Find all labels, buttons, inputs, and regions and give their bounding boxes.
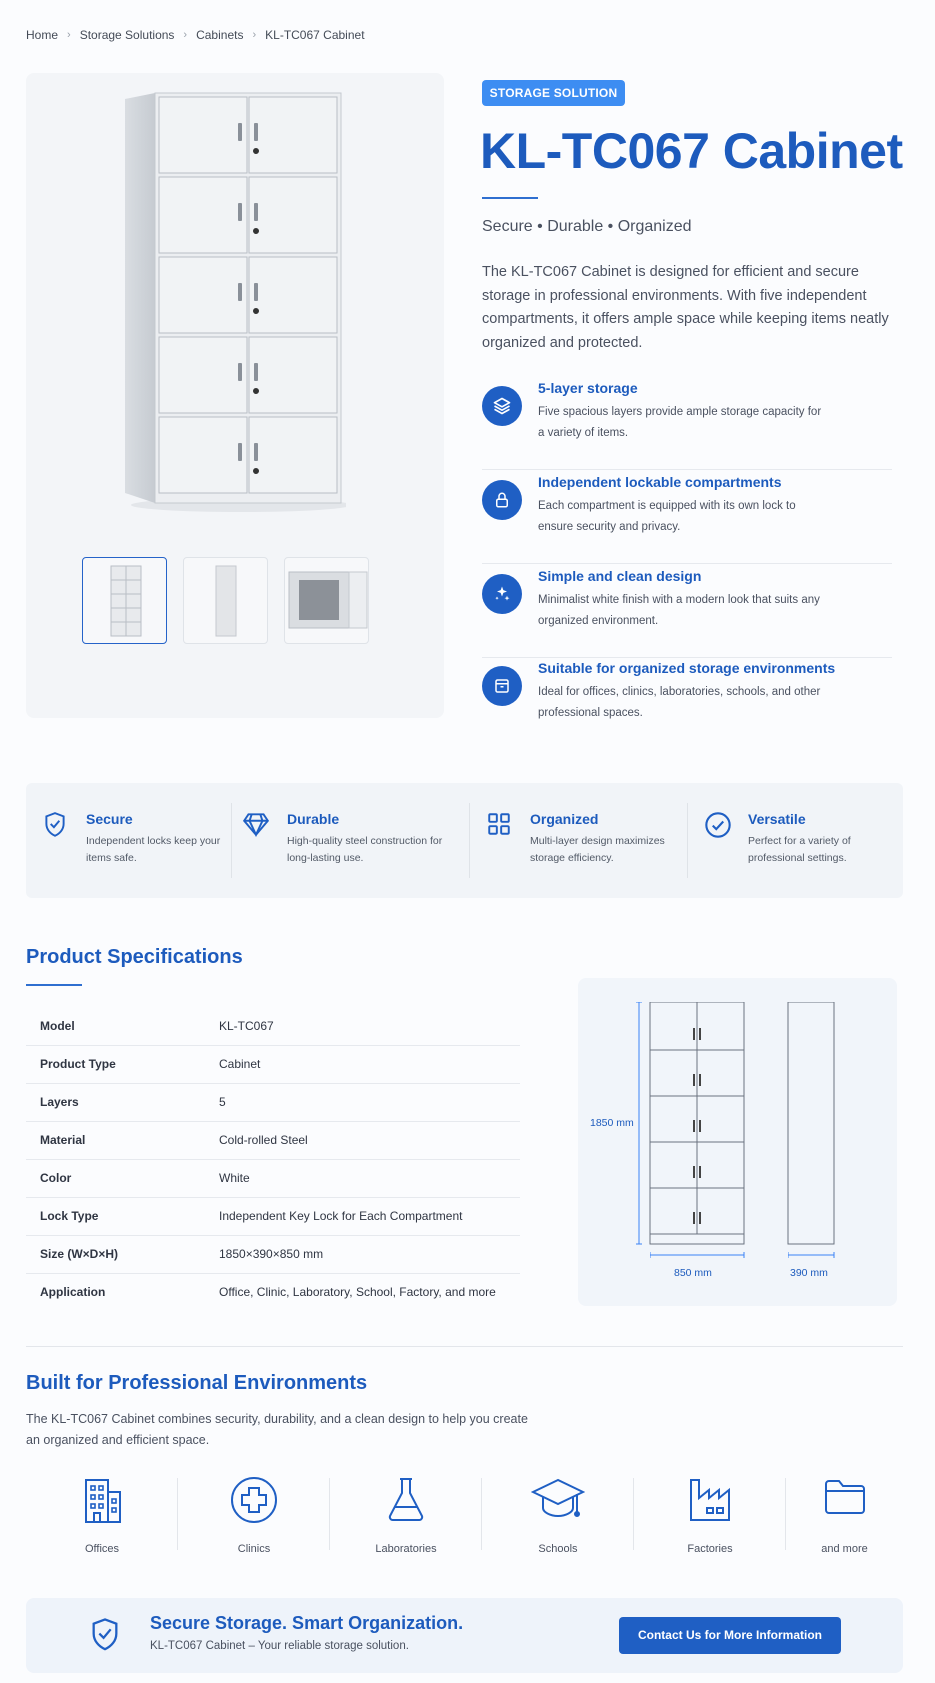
feature-desc: Ideal for offices, clinics, laboratories, schools, and other professional spaces. xyxy=(538,686,821,719)
spec-value: White xyxy=(219,1159,520,1197)
product-gallery xyxy=(26,73,444,718)
breadcrumb-home[interactable]: Home xyxy=(26,28,59,42)
spec-label: Product Type xyxy=(26,1045,219,1083)
spec-value: Independent Key Lock for Each Compartment xyxy=(219,1197,520,1235)
breadcrumb xyxy=(26,28,365,42)
table-row xyxy=(26,1083,520,1121)
environment-label: Clinics xyxy=(237,1543,271,1555)
environment-item xyxy=(634,1473,786,1555)
highlight-desc: Independent locks keep your items safe. xyxy=(86,835,221,864)
environment-item xyxy=(26,1473,178,1555)
feature-item xyxy=(482,568,892,658)
specs-heading: Product Specifications xyxy=(26,946,243,968)
factory-icon xyxy=(687,1476,733,1524)
spec-label: Model xyxy=(26,1007,219,1045)
height-label: 1850 mm xyxy=(590,1117,634,1129)
highlight-desc: Perfect for a variety of professional settings. xyxy=(748,835,851,864)
width-label: 850 mm xyxy=(674,1267,712,1279)
spec-value: Cold-rolled Steel xyxy=(219,1121,520,1159)
feature-desc: Each compartment is equipped with its own lock to ensure security and privacy. xyxy=(538,500,796,533)
environment-item xyxy=(330,1473,482,1555)
feature-item xyxy=(482,380,892,470)
product-tagline: Secure • Durable • Organized xyxy=(482,218,692,235)
shield-check-icon xyxy=(88,1616,122,1654)
heading-underline xyxy=(26,984,82,986)
spec-label: Application xyxy=(40,1285,106,1300)
chevron-right-icon: › xyxy=(183,29,188,41)
table-row xyxy=(26,1235,520,1273)
highlight-title: Organized xyxy=(530,811,599,827)
medical-cross-icon xyxy=(230,1476,278,1524)
breadcrumb-cabinets[interactable]: Cabinets xyxy=(196,28,244,42)
highlight-item xyxy=(232,783,470,898)
environment-label: Factories xyxy=(687,1543,733,1555)
highlight-title: Versatile xyxy=(748,811,806,827)
spec-label: Color xyxy=(26,1159,219,1197)
spec-label: Lock Type xyxy=(26,1197,219,1235)
environment-label: and more xyxy=(821,1543,868,1555)
feature-title: Simple and clean design xyxy=(538,568,702,584)
lock-icon xyxy=(482,480,522,520)
contact-button[interactable]: Contact Us for More Information xyxy=(619,1617,841,1654)
banner-title: Secure Storage. Smart Organization. xyxy=(150,1613,464,1633)
feature-item xyxy=(482,660,892,750)
spec-label: Material xyxy=(26,1121,219,1159)
environment-item xyxy=(482,1473,634,1555)
product-description: The KL-TC067 Cabinet is designed for efficient and secure storage in professional environments. With five independent compartments, it offers ample space while keeping items neatly organized and protected. xyxy=(482,264,889,351)
highlight-title: Secure xyxy=(86,811,133,827)
check-circle-icon xyxy=(704,811,732,839)
divider xyxy=(482,563,892,564)
table-row xyxy=(26,1273,520,1311)
layers-icon xyxy=(482,386,522,426)
spec-value: KL-TC067 xyxy=(219,1007,520,1045)
highlights-strip xyxy=(26,783,903,898)
highlight-desc: High-quality steel construction for long-lasting use. xyxy=(287,835,443,864)
highlight-item xyxy=(26,783,232,898)
table-row xyxy=(26,1159,520,1197)
dimension-drawing xyxy=(578,978,897,1306)
box-icon xyxy=(482,666,522,706)
highlight-title: Durable xyxy=(287,811,340,827)
environment-label: Schools xyxy=(538,1543,578,1555)
table-row xyxy=(26,1121,520,1159)
graduation-cap-icon xyxy=(531,1476,585,1522)
breadcrumb-current: KL-TC067 Cabinet xyxy=(265,28,365,42)
environments-desc: The KL-TC067 Cabinet combines security, durability, and a clean design to help you create an organized and efficient space. xyxy=(26,1412,528,1447)
product-title: KL-TC067 Cabinet xyxy=(480,123,903,179)
breadcrumb-storage-solutions[interactable]: Storage Solutions xyxy=(79,28,175,42)
divider xyxy=(482,469,892,470)
cta-banner xyxy=(26,1598,903,1673)
spec-label: Layers xyxy=(26,1083,219,1121)
grid-icon xyxy=(486,811,512,837)
product-main-image xyxy=(121,91,346,516)
feature-desc: Minimalist white finish with a modern look that suits any organized environment. xyxy=(538,594,820,627)
chevron-right-icon: › xyxy=(252,29,257,41)
folder-icon xyxy=(823,1476,867,1516)
environments-heading: Built for Professional Environments xyxy=(26,1372,368,1394)
highlight-item xyxy=(470,783,688,898)
divider xyxy=(482,657,892,658)
cabinet-line-drawing xyxy=(638,1002,898,1262)
feature-title: Independent lockable compartments xyxy=(538,474,782,490)
spec-value: 1850×390×850 mm xyxy=(219,1235,520,1273)
environment-label: Offices xyxy=(84,1543,120,1555)
depth-label: 390 mm xyxy=(790,1267,828,1279)
height-dimension-line xyxy=(636,1002,642,1245)
highlight-item xyxy=(688,783,903,898)
table-row xyxy=(26,1007,520,1045)
environments-list xyxy=(26,1473,903,1555)
section-divider xyxy=(26,1346,903,1347)
banner-subtitle: KL-TC067 Cabinet – Your reliable storage solution. xyxy=(150,1640,409,1652)
thumbnail-open[interactable] xyxy=(284,557,369,644)
feature-title: Suitable for organized storage environments xyxy=(538,660,836,676)
chevron-right-icon: › xyxy=(67,29,71,41)
spec-label: Size (W×D×H) xyxy=(26,1235,219,1273)
building-icon xyxy=(80,1476,124,1524)
environment-item xyxy=(178,1473,330,1555)
spec-value: 5 xyxy=(219,1083,520,1121)
title-underline xyxy=(482,197,538,199)
feature-desc: Five spacious layers provide ample storage capacity for a variety of items. xyxy=(538,406,822,439)
depth-dimension-line xyxy=(788,1252,836,1258)
diamond-icon xyxy=(242,811,270,837)
feature-item xyxy=(482,474,892,564)
sparkle-icon xyxy=(482,574,522,614)
table-row xyxy=(26,1197,520,1235)
category-badge: STORAGE SOLUTION xyxy=(482,80,625,106)
environment-label: Laboratories xyxy=(375,1543,437,1555)
flask-icon xyxy=(386,1476,426,1522)
highlight-desc: Multi-layer design maximizes storage efficiency. xyxy=(530,835,665,864)
width-dimension-line xyxy=(650,1252,746,1258)
thumbnail-front[interactable] xyxy=(82,557,167,644)
spec-value: Office, Clinic, Laboratory, School, Factory, and more xyxy=(219,1285,496,1300)
environment-item xyxy=(786,1473,903,1555)
shield-icon xyxy=(42,811,68,839)
specs-table xyxy=(26,1007,520,1311)
feature-title: 5-layer storage xyxy=(538,380,638,396)
spec-value: Cabinet xyxy=(219,1045,520,1083)
table-row xyxy=(26,1045,520,1083)
thumbnail-side[interactable] xyxy=(183,557,268,644)
